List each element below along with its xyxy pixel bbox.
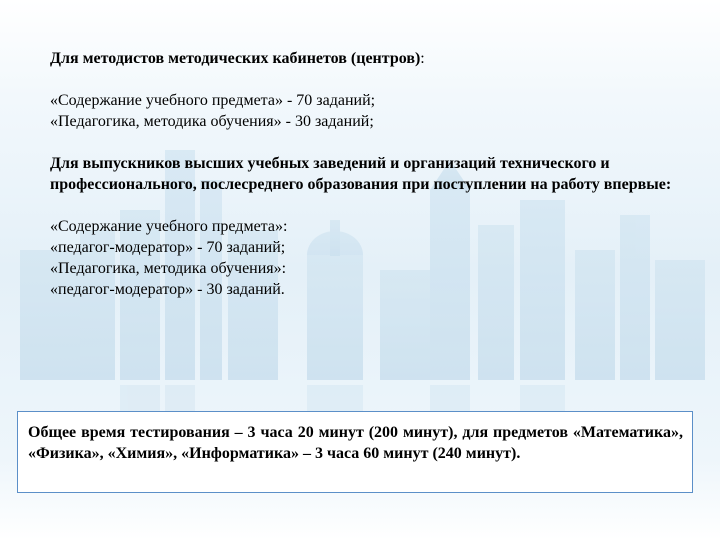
graduates-line-pedagogy: «Педагогика, методика обучения»: — [50, 260, 287, 277]
methodists-heading-text: Для методистов методических кабинетов (центров) — [50, 50, 421, 67]
methodists-heading — [50, 48, 690, 69]
graduates-heading: Для выпускников высших учебных заведений и организаций технического и профессионального, послесреднего образования при поступлении на работу впервые: — [50, 155, 672, 193]
spacer — [50, 132, 690, 153]
slide-body — [50, 48, 690, 300]
graduates-line-moderator-30: «педагог-модератор» - 30 заданий. — [50, 281, 285, 298]
methodists-line-pedagogy: «Педагогика, методика обучения» - 30 заданий; — [50, 113, 374, 130]
graduates-line-moderator-70: «педагог-модератор» - 70 заданий; — [50, 239, 286, 256]
spacer — [50, 195, 690, 216]
spacer — [50, 69, 690, 90]
graduates-line-content: «Содержание учебного предмета»: — [50, 218, 288, 235]
testing-time-box — [17, 411, 693, 493]
methodists-heading-colon: : — [420, 50, 425, 67]
methodists-line-content: «Содержание учебного предмета» - 70 заданий; — [50, 92, 376, 109]
testing-time-text: Общее время тестирования – 3 часа 20 минут (200 минут), для предметов «Математика», «Физика», «Химия», «Информатика» – 3 часа 60 минут (240 минут). — [28, 424, 683, 462]
